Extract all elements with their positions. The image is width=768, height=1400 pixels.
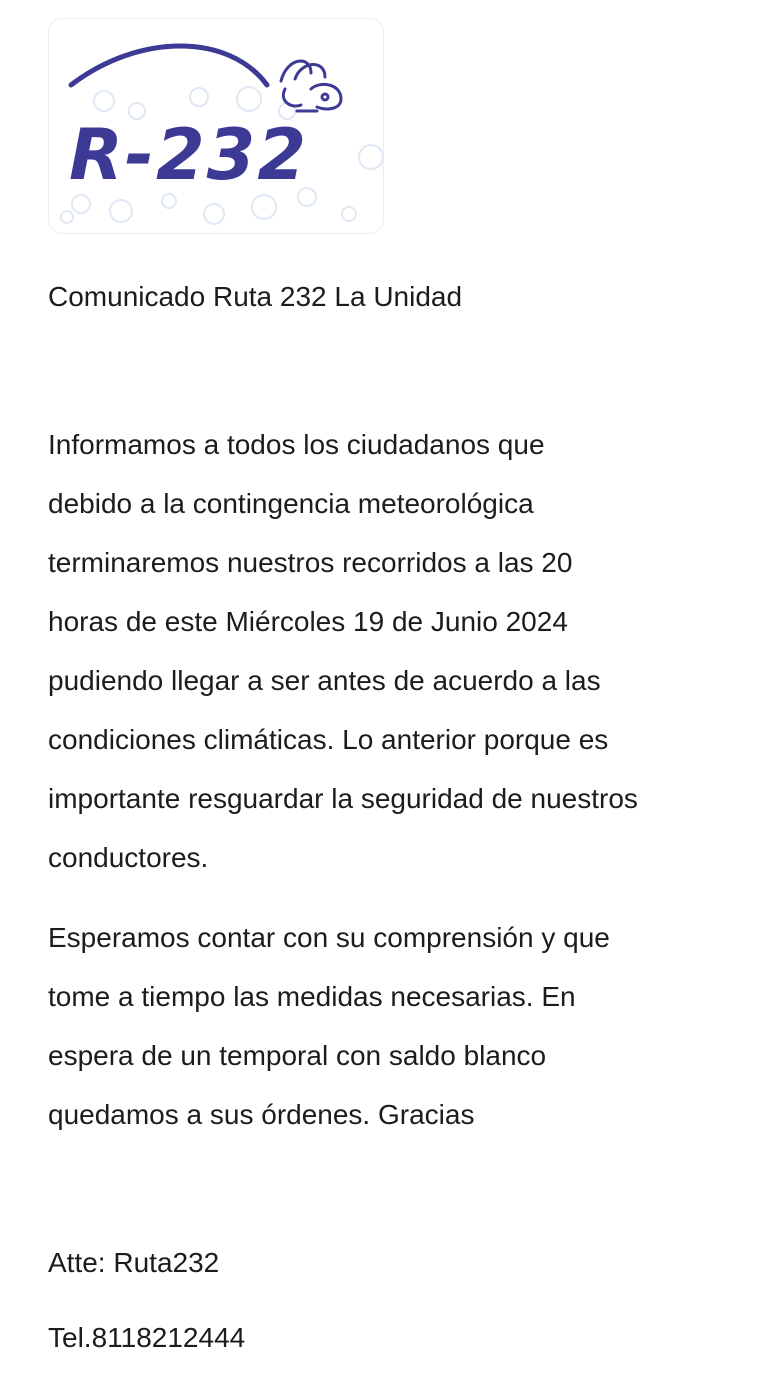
arch-swoosh bbox=[71, 46, 267, 85]
text-line: tome a tiempo las medidas necesarias. En bbox=[48, 981, 576, 1012]
text-line: horas de este Miércoles 19 de Junio 2024 bbox=[48, 606, 568, 637]
mascot-icon bbox=[281, 61, 341, 111]
logo-text: R-232 bbox=[69, 114, 309, 196]
text-line: conductores. bbox=[48, 842, 209, 873]
signature: Atte: Ruta232 bbox=[48, 1247, 220, 1278]
text-line: debido a la contingencia meteorológica bbox=[48, 488, 534, 519]
announcement-title: Comunicado Ruta 232 La Unidad bbox=[48, 281, 463, 312]
text-line: Esperamos contar con su comprensión y que bbox=[48, 922, 610, 953]
text-line: terminaremos nuestros recorridos a las 20 bbox=[48, 547, 573, 578]
announcement-paragraph-2 bbox=[48, 908, 738, 1144]
r232-logo-graphic bbox=[49, 19, 383, 233]
logo bbox=[48, 18, 384, 234]
text-line: pudiendo llegar a ser antes de acuerdo a las bbox=[48, 665, 601, 696]
text-line: condiciones climáticas. Lo anterior porque es bbox=[48, 724, 609, 755]
phone-number: Tel.8118212444 bbox=[48, 1322, 246, 1353]
text-line: importante resguardar la seguridad de nuestros bbox=[48, 783, 638, 814]
text-line: quedamos a sus órdenes. Gracias bbox=[48, 1099, 475, 1130]
announcement-paragraph-1 bbox=[48, 415, 738, 887]
text-line: espera de un temporal con saldo blanco bbox=[48, 1040, 547, 1071]
text-line: Informamos a todos los ciudadanos que bbox=[48, 429, 545, 460]
